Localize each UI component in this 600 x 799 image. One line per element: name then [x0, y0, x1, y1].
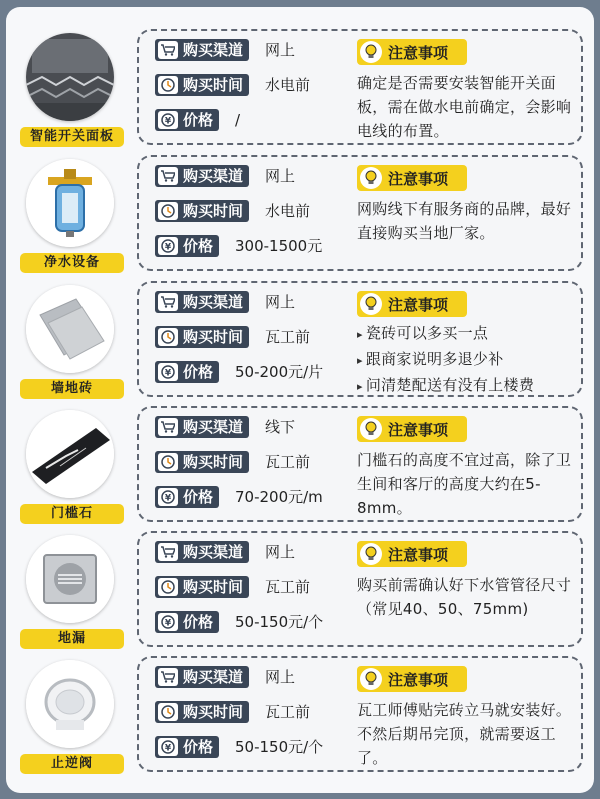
notes-tag — [357, 291, 467, 317]
time-tag — [155, 701, 249, 723]
item-row — [6, 27, 594, 151]
price-tag — [155, 361, 219, 383]
notes-label: 注意事项 — [388, 420, 449, 439]
note-list-item: ▸ 跟商家说明多退少补 — [357, 347, 579, 373]
shopping-cart-icon — [158, 293, 178, 311]
svg-text:¥: ¥ — [164, 368, 172, 379]
clock-icon — [158, 578, 178, 596]
price-label: 价格 — [183, 237, 214, 255]
item-name-badge: 止逆阀 — [20, 754, 124, 774]
time-tag — [155, 451, 249, 473]
notes-tag — [357, 39, 467, 65]
price-label: 价格 — [183, 111, 214, 129]
channel-tag — [155, 291, 249, 313]
price-value: / — [235, 111, 241, 129]
shopping-cart-icon — [158, 668, 178, 686]
channel-tag — [155, 39, 249, 61]
shopping-cart-icon — [158, 418, 178, 436]
time-label: 购买时间 — [183, 202, 244, 220]
item-card — [137, 656, 583, 772]
notes-tag — [357, 165, 467, 191]
item-name-badge: 净水设备 — [20, 253, 124, 273]
svg-text:¥: ¥ — [164, 493, 172, 504]
shopping-cart-icon — [158, 543, 178, 561]
time-value: 瓦工前 — [265, 578, 311, 596]
time-value: 水电前 — [265, 202, 311, 220]
item-row — [6, 279, 594, 403]
channel-value: 网上 — [265, 668, 296, 686]
note-list-item: ▸ 瓷砖可以多买一点 — [357, 321, 579, 347]
time-value: 水电前 — [265, 76, 311, 94]
lightbulb-icon — [360, 293, 382, 315]
price-label: 价格 — [183, 613, 214, 631]
notes-label: 注意事项 — [388, 43, 449, 62]
time-label: 购买时间 — [183, 703, 244, 721]
price-tag — [155, 486, 219, 508]
check-valve-image — [26, 660, 114, 748]
lightbulb-icon — [360, 41, 382, 63]
clock-icon — [158, 453, 178, 471]
price-tag — [155, 109, 219, 131]
clock-icon — [158, 703, 178, 721]
note-text: 确定是否需要安装智能开关面板，需在做水电前确定，会影响电线的布置。 — [357, 74, 572, 140]
channel-tag — [155, 541, 249, 563]
item-card — [137, 281, 583, 397]
notes-label: 注意事项 — [388, 545, 449, 564]
time-label: 购买时间 — [183, 578, 244, 596]
item-card — [137, 155, 583, 271]
svg-text:¥: ¥ — [164, 116, 172, 127]
yuan-coin-icon — [158, 488, 178, 506]
time-value: 瓦工前 — [265, 703, 311, 721]
svg-text:¥: ¥ — [164, 618, 172, 629]
lightbulb-icon — [360, 668, 382, 690]
item-row — [6, 529, 594, 653]
price-value: 300-1500元 — [235, 237, 323, 255]
item-card — [137, 29, 583, 145]
channel-value: 网上 — [265, 293, 296, 311]
price-tag — [155, 235, 219, 257]
price-label: 价格 — [183, 738, 214, 756]
shopping-cart-icon — [158, 41, 178, 59]
item-row — [6, 153, 594, 277]
yuan-coin-icon — [158, 738, 178, 756]
lightbulb-icon — [360, 543, 382, 565]
time-value: 瓦工前 — [265, 453, 311, 471]
note-text: 瓦工师傅贴完砖立马就安装好。不然后期吊完顶，就需要返工了。 — [357, 701, 572, 767]
time-value: 瓦工前 — [265, 328, 311, 346]
channel-label: 购买渠道 — [183, 543, 244, 561]
notes-tag — [357, 541, 467, 567]
item-name-badge: 智能开关面板 — [20, 127, 124, 147]
time-tag — [155, 576, 249, 598]
price-tag — [155, 736, 219, 758]
item-row — [6, 404, 594, 528]
channel-value: 网上 — [265, 543, 296, 561]
item-card — [137, 531, 583, 647]
notes-tag — [357, 666, 467, 692]
yuan-coin-icon — [158, 363, 178, 381]
price-value: 50-150元/个 — [235, 613, 324, 631]
clock-icon — [158, 202, 178, 220]
yuan-coin-icon — [158, 613, 178, 631]
note-text: 购买前需确认好下水管管径尺寸（常见40、50、75mm) — [357, 576, 572, 618]
time-label: 购买时间 — [183, 76, 244, 94]
channel-value: 网上 — [265, 41, 296, 59]
svg-text:¥: ¥ — [164, 242, 172, 253]
notes-label: 注意事项 — [388, 670, 449, 689]
note-list — [357, 321, 579, 399]
channel-label: 购买渠道 — [183, 293, 244, 311]
yuan-coin-icon — [158, 111, 178, 129]
threshold-stone-image — [26, 410, 114, 498]
channel-label: 购买渠道 — [183, 418, 244, 436]
channel-label: 购买渠道 — [183, 167, 244, 185]
channel-tag — [155, 666, 249, 688]
time-label: 购买时间 — [183, 328, 244, 346]
channel-label: 购买渠道 — [183, 668, 244, 686]
channel-tag — [155, 416, 249, 438]
yuan-coin-icon — [158, 237, 178, 255]
item-name-badge: 门槛石 — [20, 504, 124, 524]
clock-icon — [158, 76, 178, 94]
price-label: 价格 — [183, 488, 214, 506]
lightbulb-icon — [360, 418, 382, 440]
channel-tag — [155, 165, 249, 187]
price-value: 70-200元/m — [235, 488, 323, 506]
notes-label: 注意事项 — [388, 295, 449, 314]
channel-label: 购买渠道 — [183, 41, 244, 59]
smart-switch-panel-image — [26, 33, 114, 121]
notes-tag — [357, 416, 467, 442]
channel-value: 线下 — [265, 418, 296, 436]
time-label: 购买时间 — [183, 453, 244, 471]
note-list-item: ▸ 问清楚配送有没有上楼费 — [357, 373, 579, 399]
channel-value: 网上 — [265, 167, 296, 185]
water-purifier-image — [26, 159, 114, 247]
clock-icon — [158, 328, 178, 346]
price-value: 50-200元/片 — [235, 363, 324, 381]
shopping-cart-icon — [158, 167, 178, 185]
svg-text:¥: ¥ — [164, 743, 172, 754]
item-row — [6, 654, 594, 778]
time-tag — [155, 326, 249, 348]
lightbulb-icon — [360, 167, 382, 189]
wall-tile-image — [26, 285, 114, 373]
notes-label: 注意事项 — [388, 169, 449, 188]
note-text: 网购线下有服务商的品牌，最好直接购买当地厂家。 — [357, 200, 572, 242]
price-label: 价格 — [183, 363, 214, 381]
price-value: 50-150元/个 — [235, 738, 324, 756]
note-text: 门槛石的高度不宜过高，除了卫生间和客厅的高度大约在5-8mm。 — [357, 451, 572, 517]
info-sheet — [6, 7, 594, 793]
floor-drain-image — [26, 535, 114, 623]
item-card — [137, 406, 583, 522]
time-tag — [155, 74, 249, 96]
item-name-badge: 墙地砖 — [20, 379, 124, 399]
item-name-badge: 地漏 — [20, 629, 124, 649]
price-tag — [155, 611, 219, 633]
time-tag — [155, 200, 249, 222]
